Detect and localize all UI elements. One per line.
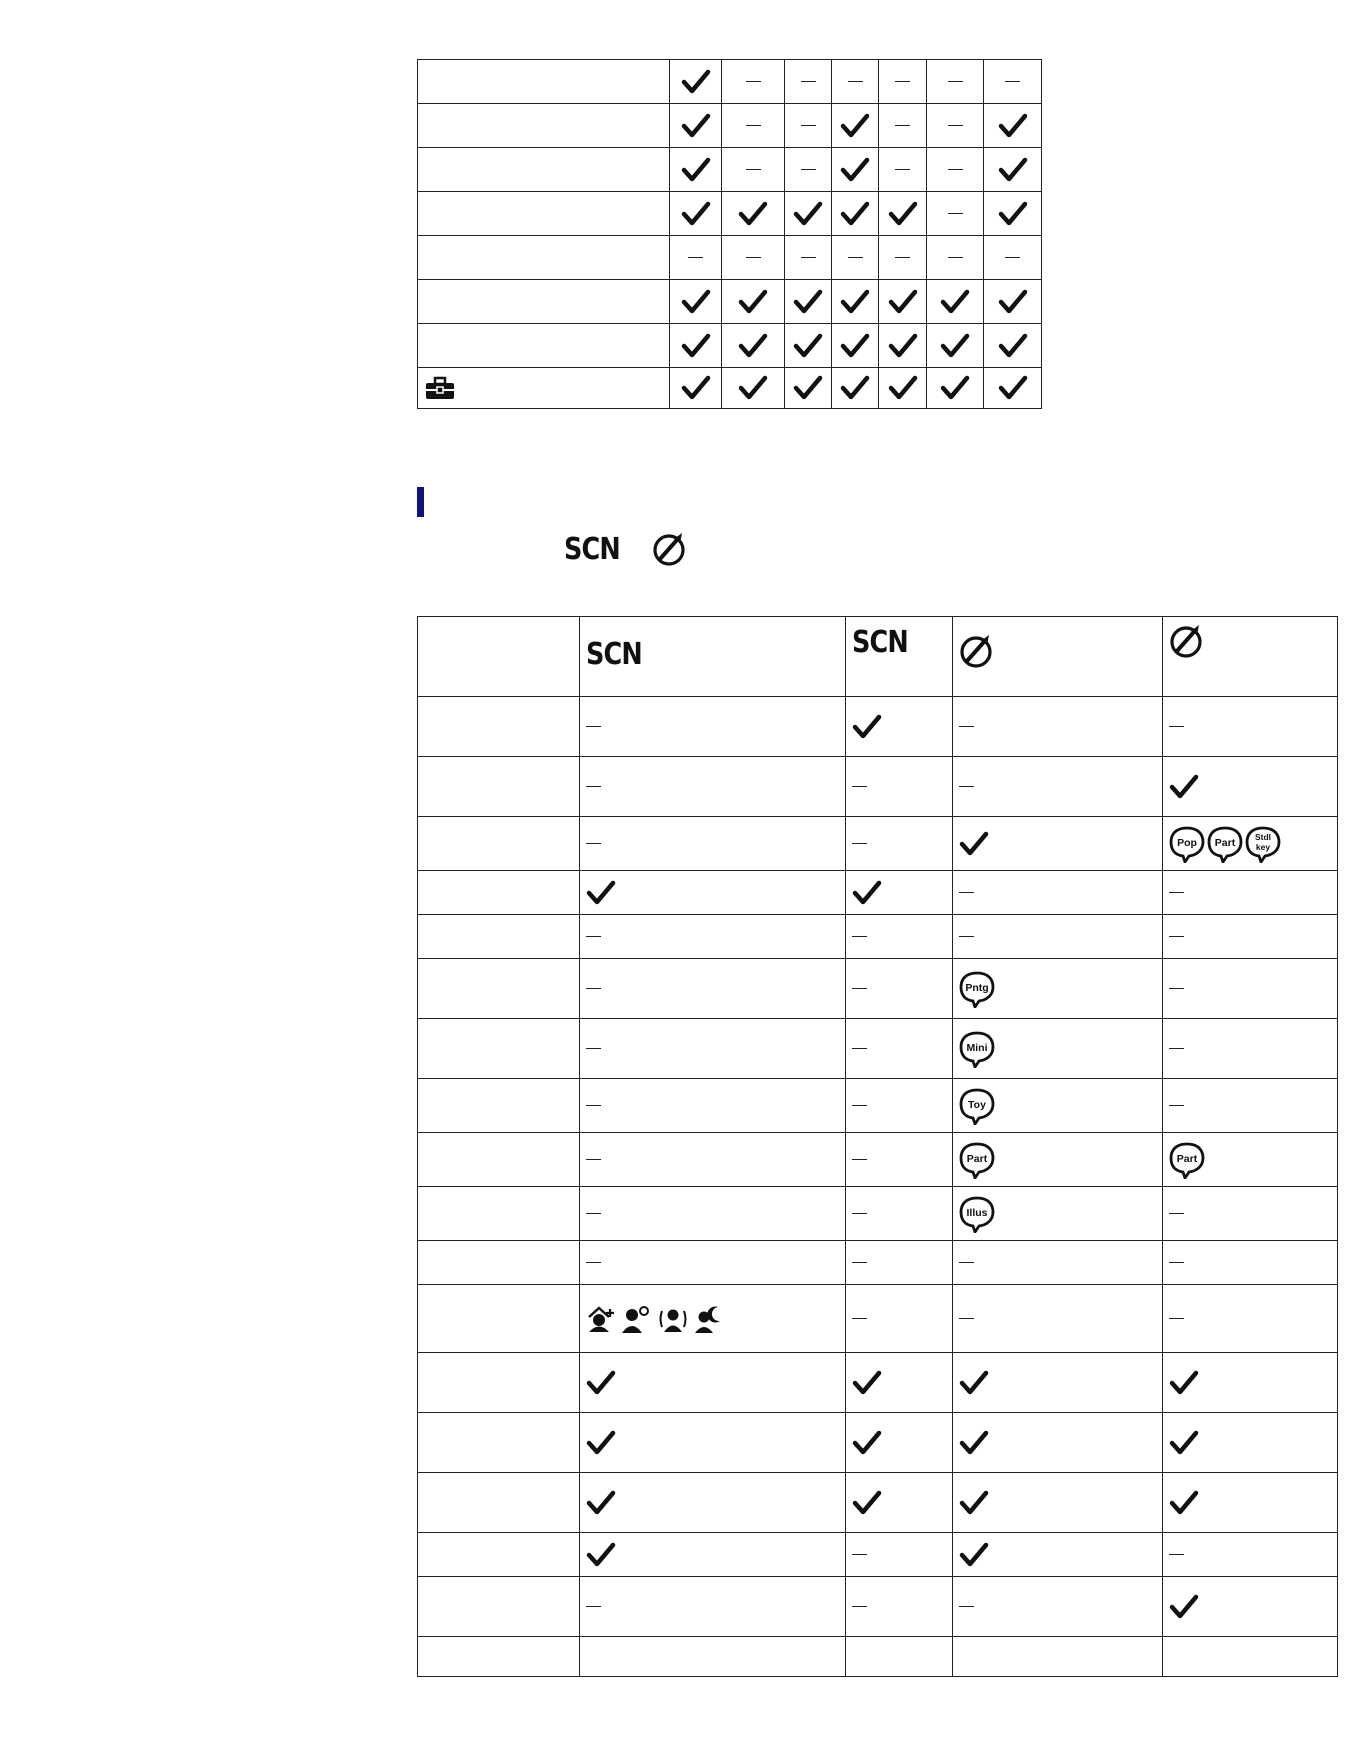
svg-text:Mini: Mini bbox=[966, 1041, 988, 1054]
dash-icon bbox=[927, 236, 984, 280]
row-label bbox=[418, 236, 670, 280]
check-icon bbox=[785, 324, 832, 368]
row-label bbox=[418, 1533, 580, 1577]
check-icon bbox=[580, 1413, 846, 1473]
table-row bbox=[418, 192, 1042, 236]
row-label bbox=[418, 1079, 580, 1133]
check-icon bbox=[670, 60, 722, 104]
dash-icon bbox=[580, 1019, 846, 1079]
header-blank bbox=[418, 617, 580, 697]
check-icon bbox=[846, 1413, 953, 1473]
svg-text:Pntg: Pntg bbox=[965, 981, 989, 994]
dash-icon bbox=[722, 148, 785, 192]
dash-icon bbox=[927, 60, 984, 104]
dash-icon bbox=[580, 1577, 846, 1637]
table-row bbox=[418, 1533, 1338, 1577]
effect-illus-icon bbox=[959, 1195, 995, 1233]
effect-toy-icon bbox=[959, 1087, 995, 1125]
dash-icon bbox=[846, 1187, 953, 1241]
effect-part-icon bbox=[1207, 825, 1243, 863]
check-icon bbox=[722, 192, 785, 236]
check-icon bbox=[1163, 757, 1338, 817]
dash-icon bbox=[984, 60, 1042, 104]
check-icon bbox=[879, 192, 927, 236]
check-icon bbox=[580, 1473, 846, 1533]
check-icon bbox=[953, 1533, 1163, 1577]
table-row bbox=[418, 1133, 1338, 1187]
function-availability-table-scene-effect bbox=[417, 616, 1338, 1677]
row-label bbox=[418, 1019, 580, 1079]
toolbox-icon bbox=[424, 379, 456, 396]
dash-icon bbox=[953, 871, 1163, 915]
check-icon bbox=[984, 368, 1042, 409]
dash-icon bbox=[832, 236, 879, 280]
row-label bbox=[418, 915, 580, 959]
dash-icon bbox=[846, 757, 953, 817]
dash-icon bbox=[1163, 1079, 1338, 1133]
dash-icon bbox=[879, 148, 927, 192]
check-icon bbox=[670, 368, 722, 409]
row-label bbox=[418, 280, 670, 324]
empty-cell bbox=[1163, 1637, 1338, 1677]
check-icon bbox=[1163, 1577, 1338, 1637]
effect-part-icon bbox=[959, 1141, 995, 1179]
effect-badge bbox=[1163, 1133, 1338, 1187]
svg-text:Part: Part bbox=[966, 1152, 988, 1165]
check-icon bbox=[785, 368, 832, 409]
row-label bbox=[418, 368, 670, 409]
row-label bbox=[418, 1637, 580, 1677]
dash-icon bbox=[846, 959, 953, 1019]
check-icon bbox=[927, 368, 984, 409]
check-icon bbox=[984, 148, 1042, 192]
dash-icon bbox=[927, 104, 984, 148]
row-label bbox=[418, 697, 580, 757]
check-icon bbox=[846, 697, 953, 757]
effect-badge bbox=[953, 1019, 1163, 1079]
portrait-icon bbox=[622, 1310, 658, 1327]
table-row bbox=[418, 959, 1338, 1019]
check-icon bbox=[832, 148, 879, 192]
dash-icon bbox=[1163, 959, 1338, 1019]
check-icon bbox=[722, 324, 785, 368]
dash-icon bbox=[785, 60, 832, 104]
row-label bbox=[418, 1285, 580, 1353]
table-row bbox=[418, 1637, 1338, 1677]
header-picture-effect bbox=[1163, 617, 1338, 697]
check-icon bbox=[879, 324, 927, 368]
svg-text:Illus: Illus bbox=[966, 1206, 988, 1219]
dash-icon bbox=[580, 817, 846, 871]
svg-text:key: key bbox=[1255, 841, 1271, 852]
dash-icon bbox=[846, 1079, 953, 1133]
dash-icon bbox=[670, 236, 722, 280]
check-icon bbox=[953, 1413, 1163, 1473]
scn-label: SCN bbox=[564, 531, 620, 567]
table-row bbox=[418, 60, 1042, 104]
dash-icon bbox=[846, 1133, 953, 1187]
check-icon bbox=[927, 324, 984, 368]
table-row bbox=[418, 1353, 1338, 1413]
row-label bbox=[418, 1353, 580, 1413]
svg-text:Part: Part bbox=[1176, 1152, 1198, 1165]
dash-icon bbox=[846, 1285, 953, 1353]
anti-blur-icon bbox=[658, 1310, 694, 1327]
row-label bbox=[418, 60, 670, 104]
check-icon bbox=[927, 280, 984, 324]
check-icon bbox=[953, 1473, 1163, 1533]
scn-label: SCN bbox=[852, 625, 908, 660]
check-icon bbox=[670, 148, 722, 192]
dash-icon bbox=[879, 236, 927, 280]
effect-part-icon bbox=[1169, 1141, 1205, 1179]
check-icon bbox=[846, 871, 953, 915]
table-row bbox=[418, 1285, 1338, 1353]
dash-icon bbox=[580, 697, 846, 757]
row-label bbox=[418, 757, 580, 817]
check-icon bbox=[580, 1353, 846, 1413]
table-row bbox=[418, 1019, 1338, 1079]
check-icon bbox=[785, 192, 832, 236]
check-icon bbox=[984, 280, 1042, 324]
effect-stdl-key-icon bbox=[1245, 825, 1281, 863]
dash-icon bbox=[953, 915, 1163, 959]
row-label bbox=[418, 871, 580, 915]
row-label bbox=[418, 1133, 580, 1187]
check-icon bbox=[879, 280, 927, 324]
table-row bbox=[418, 1079, 1338, 1133]
check-icon bbox=[984, 324, 1042, 368]
dash-icon bbox=[846, 1577, 953, 1637]
empty-cell bbox=[953, 1637, 1163, 1677]
picture-effect-icon bbox=[1169, 623, 1205, 659]
dash-icon bbox=[1163, 1285, 1338, 1353]
table-row bbox=[418, 817, 1338, 871]
check-icon bbox=[832, 104, 879, 148]
dash-icon bbox=[722, 60, 785, 104]
dash-icon bbox=[953, 757, 1163, 817]
header-scn bbox=[580, 617, 846, 697]
dash-icon bbox=[785, 148, 832, 192]
row-label bbox=[418, 1241, 580, 1285]
check-icon bbox=[580, 1533, 846, 1577]
table-row bbox=[418, 368, 1042, 409]
dash-icon bbox=[722, 236, 785, 280]
dash-icon bbox=[1163, 1187, 1338, 1241]
table-row bbox=[418, 236, 1042, 280]
table-row bbox=[418, 280, 1042, 324]
check-icon bbox=[846, 1353, 953, 1413]
row-label bbox=[418, 817, 580, 871]
check-icon bbox=[670, 324, 722, 368]
dash-icon bbox=[953, 1241, 1163, 1285]
dash-icon bbox=[953, 697, 1163, 757]
table-row bbox=[418, 1473, 1338, 1533]
dash-icon bbox=[953, 1285, 1163, 1353]
table-row bbox=[418, 1413, 1338, 1473]
check-icon bbox=[722, 280, 785, 324]
check-icon bbox=[879, 368, 927, 409]
dash-icon bbox=[1163, 1533, 1338, 1577]
check-icon bbox=[832, 368, 879, 409]
dash-icon bbox=[879, 60, 927, 104]
effect-pop-icon bbox=[1169, 825, 1205, 863]
dash-icon bbox=[1163, 1019, 1338, 1079]
check-icon bbox=[722, 368, 785, 409]
effect-badge bbox=[953, 959, 1163, 1019]
header-scn bbox=[846, 617, 953, 697]
dash-icon bbox=[580, 1079, 846, 1133]
dash-icon bbox=[785, 236, 832, 280]
dash-icon bbox=[953, 1577, 1163, 1637]
dash-icon bbox=[1163, 915, 1338, 959]
check-icon bbox=[953, 817, 1163, 871]
dash-icon bbox=[832, 60, 879, 104]
picture-effect-icon bbox=[959, 633, 995, 669]
effect-badge bbox=[953, 1187, 1163, 1241]
dash-icon bbox=[984, 236, 1042, 280]
scene-mode-icons bbox=[580, 1285, 846, 1353]
table-row bbox=[418, 324, 1042, 368]
svg-text:Toy: Toy bbox=[968, 1098, 986, 1111]
dash-icon bbox=[879, 104, 927, 148]
dash-icon bbox=[846, 817, 953, 871]
check-icon bbox=[984, 104, 1042, 148]
dash-icon bbox=[846, 1241, 953, 1285]
check-icon bbox=[670, 104, 722, 148]
check-icon bbox=[832, 192, 879, 236]
empty-cell bbox=[846, 1637, 953, 1677]
row-label bbox=[418, 324, 670, 368]
header-picture-effect bbox=[953, 617, 1163, 697]
row-label bbox=[418, 104, 670, 148]
check-icon bbox=[580, 871, 846, 915]
dash-icon bbox=[722, 104, 785, 148]
dash-icon bbox=[846, 1533, 953, 1577]
dash-icon bbox=[580, 1133, 846, 1187]
empty-cell bbox=[580, 1637, 846, 1677]
dash-icon bbox=[580, 757, 846, 817]
check-icon bbox=[785, 280, 832, 324]
dash-icon bbox=[927, 192, 984, 236]
dash-icon bbox=[580, 1187, 846, 1241]
scn-label: SCN bbox=[586, 637, 642, 672]
row-label bbox=[418, 148, 670, 192]
dash-icon bbox=[846, 1019, 953, 1079]
effect-badge bbox=[953, 1133, 1163, 1187]
dash-icon bbox=[1163, 871, 1338, 915]
table-row bbox=[418, 104, 1042, 148]
effect-badge bbox=[953, 1079, 1163, 1133]
effect-mini-icon bbox=[959, 1030, 995, 1068]
table-row bbox=[418, 915, 1338, 959]
check-icon bbox=[832, 324, 879, 368]
check-icon bbox=[832, 280, 879, 324]
check-icon bbox=[1163, 1413, 1338, 1473]
check-icon bbox=[670, 192, 722, 236]
dash-icon bbox=[1163, 1241, 1338, 1285]
table-row bbox=[418, 1577, 1338, 1637]
dash-icon bbox=[846, 915, 953, 959]
dash-icon bbox=[580, 915, 846, 959]
table-row bbox=[418, 757, 1338, 817]
dash-icon bbox=[1163, 697, 1338, 757]
section-marker-bar bbox=[417, 487, 424, 517]
table-row bbox=[418, 1187, 1338, 1241]
svg-text:Part: Part bbox=[1214, 836, 1236, 849]
row-label bbox=[418, 1187, 580, 1241]
check-icon bbox=[670, 280, 722, 324]
table-row bbox=[418, 697, 1338, 757]
svg-text:Stdl: Stdl bbox=[1254, 831, 1272, 842]
svg-text:Pop: Pop bbox=[1177, 836, 1197, 849]
table-row bbox=[418, 1241, 1338, 1285]
function-availability-table-top bbox=[417, 59, 1042, 409]
check-icon bbox=[1163, 1353, 1338, 1413]
dash-icon bbox=[580, 1241, 846, 1285]
row-label bbox=[418, 1413, 580, 1473]
check-icon bbox=[846, 1473, 953, 1533]
dash-icon bbox=[927, 148, 984, 192]
picture-effect-icon bbox=[652, 531, 688, 567]
table-row bbox=[418, 148, 1042, 192]
night-portrait-icon bbox=[694, 1310, 730, 1327]
check-icon bbox=[984, 192, 1042, 236]
dash-icon bbox=[785, 104, 832, 148]
check-icon bbox=[953, 1353, 1163, 1413]
scene-plus-icon bbox=[586, 1310, 622, 1327]
row-label bbox=[418, 192, 670, 236]
row-label bbox=[418, 959, 580, 1019]
effect-pntg-icon bbox=[959, 970, 995, 1008]
dash-icon bbox=[580, 959, 846, 1019]
effect-badges bbox=[1163, 817, 1338, 871]
table-row bbox=[418, 871, 1338, 915]
check-icon bbox=[1163, 1473, 1338, 1533]
section-heading-icons bbox=[564, 531, 688, 567]
row-label bbox=[418, 1473, 580, 1533]
row-label bbox=[418, 1577, 580, 1637]
